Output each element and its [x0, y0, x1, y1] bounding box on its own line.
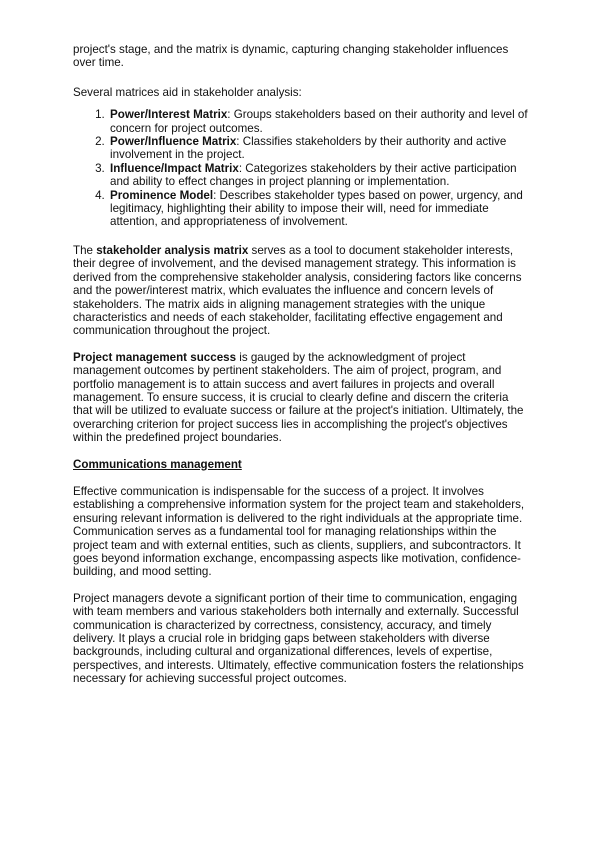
analysis-matrix-body: serves as a tool to document stakeholder interests, their degree of involvement, and the devised management strategy. This information is derived from the comprehensive stakeholder analysis, considering factors like concerns and the power/interest matrix, which evaluates the influence and concern levels of stakeholders. The matrix aids in aligning management strategies with the unique characteristics and needs of each stakeholder, facilitating effective engagement and communication throughout the project. [73, 243, 522, 338]
list-item-influence-impact [108, 162, 528, 189]
analysis-matrix-term: stakeholder analysis matrix [96, 243, 249, 257]
communications-paragraph-1: Effective communication is indispensable for the success of a project. It involves establishing a comprehensive information system for the project team and stakeholders, ensuring relevant information is delivered to the right individuals at the appropriate time. Communication serves as a fundamental tool for managing relationships within the project team and with external entities, such as clients, suppliers, and subcontractors. It goes beyond information exchange, encompassing aspects like motivation, confidence-building, and mood setting. [73, 484, 525, 579]
list-item-description: : Classifies stakeholders by their authority and active involvement in the project. [110, 135, 507, 162]
communications-paragraph-2: Project managers devote a significant portion of their time to communication, engaging with team members and various stakeholders both internally and externally. Successful communication is characterized by correctness, consistency, accuracy, and timely delivery. It plays a crucial role in bridging gaps between stakeholders with diverse backgrounds, including cultural and organizational differences, levels of expertise, perspectives, and interests. Ultimately, effective communication fosters the relationships necessary for achieving successful project outcomes. [73, 591, 524, 686]
analysis-matrix-paragraph [73, 244, 528, 338]
list-item-description: : Categorizes stakeholders by their active participation and ability to effect changes in project planning or implementation. [110, 161, 517, 189]
list-item-description: : Groups stakeholders based on their authority and level of concern for project outcomes. [110, 108, 528, 135]
list-item-term: Power/Interest Matrix [110, 108, 228, 122]
matrices-intro: Several matrices aid in stakeholder analysis: [73, 85, 302, 99]
project-success-paragraph [73, 351, 528, 445]
list-item-power-influence [108, 135, 528, 162]
list-item-term: Influence/Impact Matrix [110, 161, 239, 175]
document-page [73, 43, 528, 699]
matrices-list [73, 108, 528, 229]
analysis-matrix-prefix: The [73, 243, 97, 257]
list-item-power-interest [108, 108, 528, 135]
project-success-body: is gauged by the acknowledgment of project management outcomes by pertinent stakeholders. The aim of project, program, and portfolio management is to attain success and avert failures in projects and overall management. To ensure success, it is crucial to clearly define and discern the criteria that will be utilized to evaluate success or failure at the project's initiation. Ultimately, the overarching criterion for project success lies in accomplishing the project's objectives within the predefined project boundaries. [73, 350, 524, 445]
continued-paragraph: project's stage, and the matrix is dynamic, capturing changing stakeholder influences over time. [73, 43, 509, 70]
communications-heading: Communications management [73, 457, 242, 471]
list-item-prominence-model [108, 189, 528, 229]
list-item-term: Power/Influence Matrix [110, 135, 237, 149]
list-item-description: : Describes stakeholder types based on power, urgency, and legitimacy, highlighting their ability to impose their will, need for immediate attention, and appropriateness of involvement. [110, 188, 523, 229]
list-item-term: Prominence Model [110, 188, 214, 202]
project-success-term: Project management success [73, 350, 237, 364]
